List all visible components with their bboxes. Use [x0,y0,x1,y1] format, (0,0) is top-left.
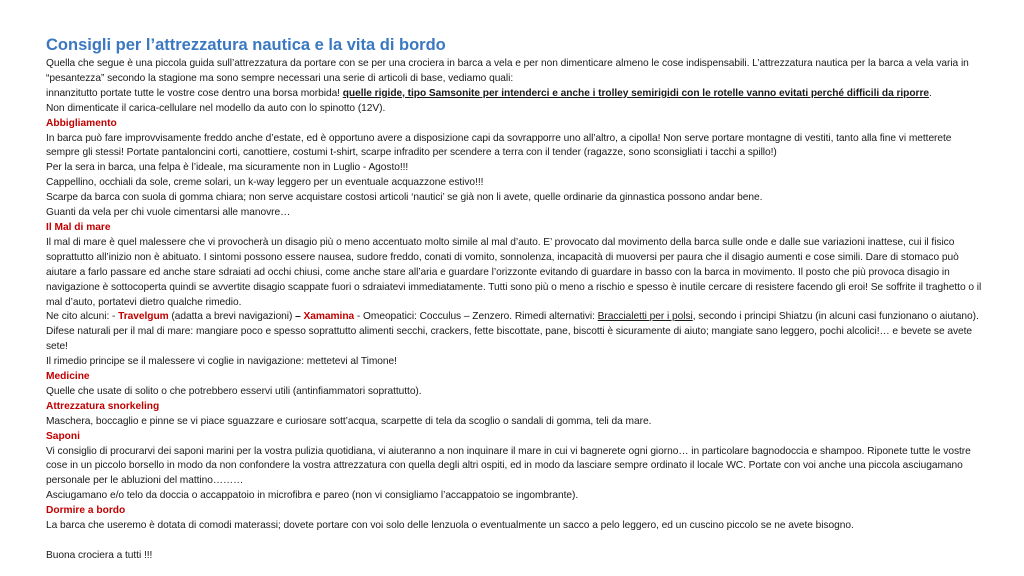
abbigliamento-p2: Per la sera in barca, una felpa è l’ideale, ma sicuramente non in Luglio - Agosto!!! [46,162,409,174]
closing-line: Buona crociera a tutti !!! [46,549,153,561]
heading-saponi: Saponi [46,430,80,442]
heading-snorkeling: Attrezzatura snorkeling [46,400,160,412]
heading-abbigliamento: Abbigliamento [46,117,117,129]
intro-bag-advice [46,87,984,102]
dormire-p1: La barca che useremo è dotata di comodi materassi; dovete portare con voi solo delle lenzuola o eventualmente un sacco a pelo leggero, ed un cuscino piccolo se ne avete bisogno. [46,520,854,532]
mal-di-mare-p1: Il mal di mare è quel malessere che vi provocherà un disagio più o meno accentuato molto simile al mal d’auto. E’ provocato dal movimento della barca sulle onde e dalle sue variazioni inattese, cui il fisico soprattutto all’inizio non è abituato. I sintomi possono essere nausea, sudore freddo, conati di vomito, sonnolenza, incapacità di muoversi per paura che il disagio aumenti e cose simili. Dare di stomaco può aiutare a farlo passare ed anche stare sdraiati ad occhi chiusi, come anche stare all’aria e guardare l’orizzonte evitando di guardare in basso con la barca in movimento. Il posto che più provoca disagio in navigazione è sottocoperta quindi se avvertite disagio scappate fuori o sdraiatevi immediatamente. Tutti sono più o meno a rischio e spesso è inutile cercare di resistere facendo gli eroi! Se soffrite il traghetto o il mal d’auto, portatevi dietro qualche rimedio. [46,236,982,308]
abbigliamento-p3: Cappellino, occhiali da sole, creme solari, un k-way leggero per un eventuale acquazzone estivo!!! [46,177,484,189]
remedy-shiatzu: , secondo i principi Shiatzu (in alcuni casi funzionano o aiutano). [692,311,979,323]
abbigliamento-p4: Scarpe da barca con suola di gomma chiara; non serve acquistare costosi articoli ‘nautici’ se già non li avete, quelle ordinarie da ginnastica possono andar bene. [46,192,763,204]
remedy-dash: – [295,311,304,323]
medicine-p1: Quelle che usate di solito o che potrebbero esservi utili (antinfiammatori soprattutto). [46,385,422,397]
intro-charger: Non dimenticate il carica-cellulare nel modello da auto con lo spinotto (12V). [46,102,386,114]
spacer [46,534,984,549]
bag-advice-end: . [928,87,932,99]
mal-di-mare-remedies [46,310,984,325]
remedy-xamamina: Xamamina [303,311,355,323]
remedy-omeopatici: - Omeopatici: Cocculus – Zenzero. Rimedi alternativi: [354,311,598,323]
remedy-travelgum: Travelgum [118,311,169,323]
heading-mal-di-mare: Il Mal di mare [46,221,111,233]
snorkeling-p1: Maschera, boccaglio e pinne se vi piace sguazzare e curiosare sott’acqua, scarpette di tela da scoglio o sandali di gomma, teli da mare. [46,415,652,427]
mal-di-mare-p3: Difese naturali per il mal di mare: mangiare poco e spesso soprattutto alimenti secchi, crackers, fette biscottate, pane, biscotti è sicuramente di aiuto; mangiate sano leggero, pochi alcolici!… e bevete se avete sete! [46,326,973,353]
mal-di-mare-p4: Il rimedio principe se il malessere vi coglie in navigazione: mettetevi al Timone! [46,356,397,368]
saponi-p2: Asciugamano e/o telo da doccia o accappatoio in microfibra e pareo (non vi consigliamo l’accappatoio se ingombrante). [46,490,579,502]
intro-paragraph: Quella che segue è una piccola guida sull’attrezzatura da portare con se per una crociera in barca a vela e per non dimenticare almeno le cose indispensabili. L’attrezzatura nautica per la barca a vela varia in “pesantezza” secondo la stagione ma sono sempre necessari una serie di articoli di base, vediamo quali: [46,58,969,84]
abbigliamento-p1: In barca può fare improvvisamente freddo anche d’estate, ed è opportuno avere a disposizione capi da sovrapporre uno all’altro, a cipolla! Non serve portare montagne di vestiti, tanto alla fine vi metterete sempre gli stessi! Portate pantaloncini corti, canottiere, costumi t-shirt, scarpe infradito per scendere a terra con il tender (ragazze, sono sconsigliati i tacchi a spillo!) [46,132,952,159]
remedy-travelgum-note: (adatta a brevi navigazioni) [168,311,296,323]
heading-dormire: Dormire a bordo [46,505,126,517]
heading-medicine: Medicine [46,371,90,383]
saponi-p1: Vi consiglio di procurarvi dei saponi marini per la vostra pulizia quotidiana, vi aiuteranno a non inquinare il mare in cui vi bagnerete ogni giorno… in particolare bagnodoccia e shampoo. Riponete tutte le vostre cose in un piccolo borsello in modo da non confondere la vostra attrezzatura con quella degli altri ospiti, ed in modo da lasciare sempre ordinato il locale WC. Portate con voi anche una piccola asciugamano personale per le abluzioni del mattino……… [46,445,971,487]
page-title: Consigli per l’attrezzatura nautica e la vita di bordo [46,36,446,54]
bag-advice-text: innanzitutto portate tutte le vostre cose dentro una borsa morbida! [46,87,343,99]
abbigliamento-p5: Guanti da vela per chi vuole cimentarsi alle manovre… [46,207,291,219]
remedies-intro: Ne cito alcuni: - [46,311,119,323]
remedy-braccialetti: Braccialetti per i polsi [597,311,693,323]
document-page [46,35,984,564]
bag-advice-emphasis: quelle rigide, tipo Samsonite per intenderci e anche i trolley semirigidi con le rotelle vanno evitati perché difficili da riporre [342,87,929,99]
